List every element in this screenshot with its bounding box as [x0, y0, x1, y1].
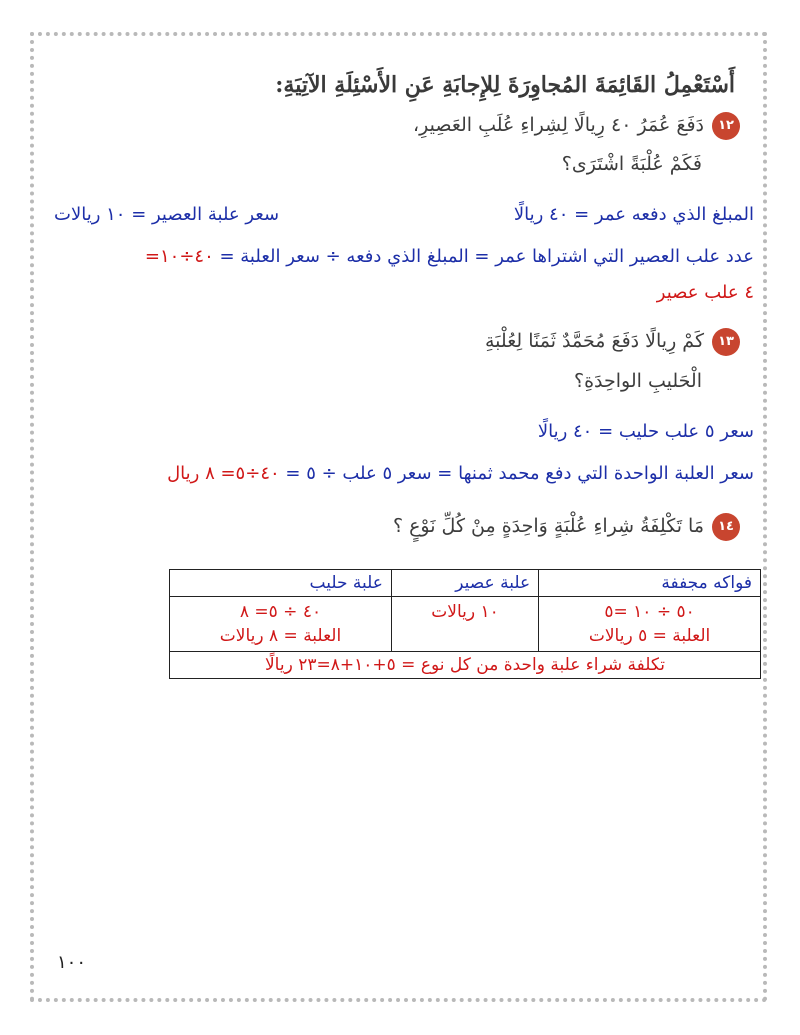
q13-line2: الْحَليبِ الواحِدَةِ؟ — [574, 370, 702, 392]
cell-result: العلبة = ٥ ريالات — [588, 626, 711, 646]
cell-calc: ٤٠ ÷ ٥= ٨ — [239, 602, 322, 622]
q12-badge: ١٢ — [712, 112, 740, 140]
cell-calc: ١٠ ريالات — [431, 602, 499, 622]
q12-calc-text: عدد علب العصير التي اشتراها عمر = المبلغ الذي دفعه ÷ سعر العلبة = — [213, 246, 754, 267]
q12-answer-price: سعر علبة العصير = ١٠ ريالات — [54, 204, 280, 225]
q13-text1: كَمْ رِيالًا دَفَعَ مُحَمَّدٌ ثَمَنًا لِعُلْبَةِ — [485, 330, 704, 352]
q12-answer-calc — [145, 246, 754, 267]
q12-line1 — [413, 112, 740, 140]
q12-calc-result: ٤٠÷١٠= — [144, 246, 214, 267]
table-row — [170, 597, 761, 652]
q14-badge: ١٤ — [712, 513, 740, 541]
table-header-milk: علبة حليب — [170, 570, 392, 597]
table-total: تكلفة شراء علبة واحدة من كل نوع = ٥+١٠+٨=٢٣ ريالًا — [170, 652, 761, 679]
table-header-dried-fruit: فواكه مجففة — [539, 570, 761, 597]
q13-calc-result: ٤٠÷٥= ٨ ريال — [167, 463, 280, 484]
q14-text1: مَا تَكْلِفَةُ شِراءِ عُلْبَةٍ وَاحِدَةٍ مِنْ كُلِّ نَوْعٍ ؟ — [392, 515, 704, 537]
q13-badge: ١٣ — [712, 328, 740, 356]
q13-answer-calc — [167, 463, 754, 484]
table-header-row — [170, 570, 761, 597]
page-number: ١٠٠ — [57, 952, 87, 973]
table-cell-juice — [391, 597, 538, 652]
table-cell-milk — [170, 597, 392, 652]
table-header-juice: علبة عصير — [391, 570, 538, 597]
q13-answer-given: سعر ٥ علب حليب = ٤٠ ريالًا — [537, 421, 754, 442]
cell-result: العلبة = ٨ ريالات — [219, 626, 342, 646]
q12-text1: دَفَعَ عُمَرُ ٤٠ رِيالًا لِشِراءِ عُلَبِ العَصِيرِ، — [413, 114, 704, 136]
q12-line2: فَكَمْ عُلْبَةً اشْتَرَى؟ — [561, 153, 702, 175]
q14-line1 — [393, 513, 740, 541]
q12-answer-amount: المبلغ الذي دفعه عمر = ٤٠ ريالًا — [513, 204, 754, 225]
page-title: أَسْتَعْمِلُ القَائِمَةَ المُجاوِرَةَ لِلإِجابَةِ عَنِ الأَسْئِلَةِ الآتِيَةِ: — [275, 72, 735, 98]
q12-answer-final: ٤ علب عصير — [656, 282, 754, 303]
cell-calc: ٥٠ ÷ ١٠ =٥ — [604, 602, 695, 622]
table-cell-dried-fruit — [539, 597, 761, 652]
answer-table — [169, 569, 761, 679]
table-total-row — [170, 652, 761, 679]
q13-line1 — [485, 328, 740, 356]
q13-calc-text: سعر العلبة الواحدة التي دفع محمد ثمنها = سعر ٥ علب ÷ ٥ = — [279, 463, 754, 484]
